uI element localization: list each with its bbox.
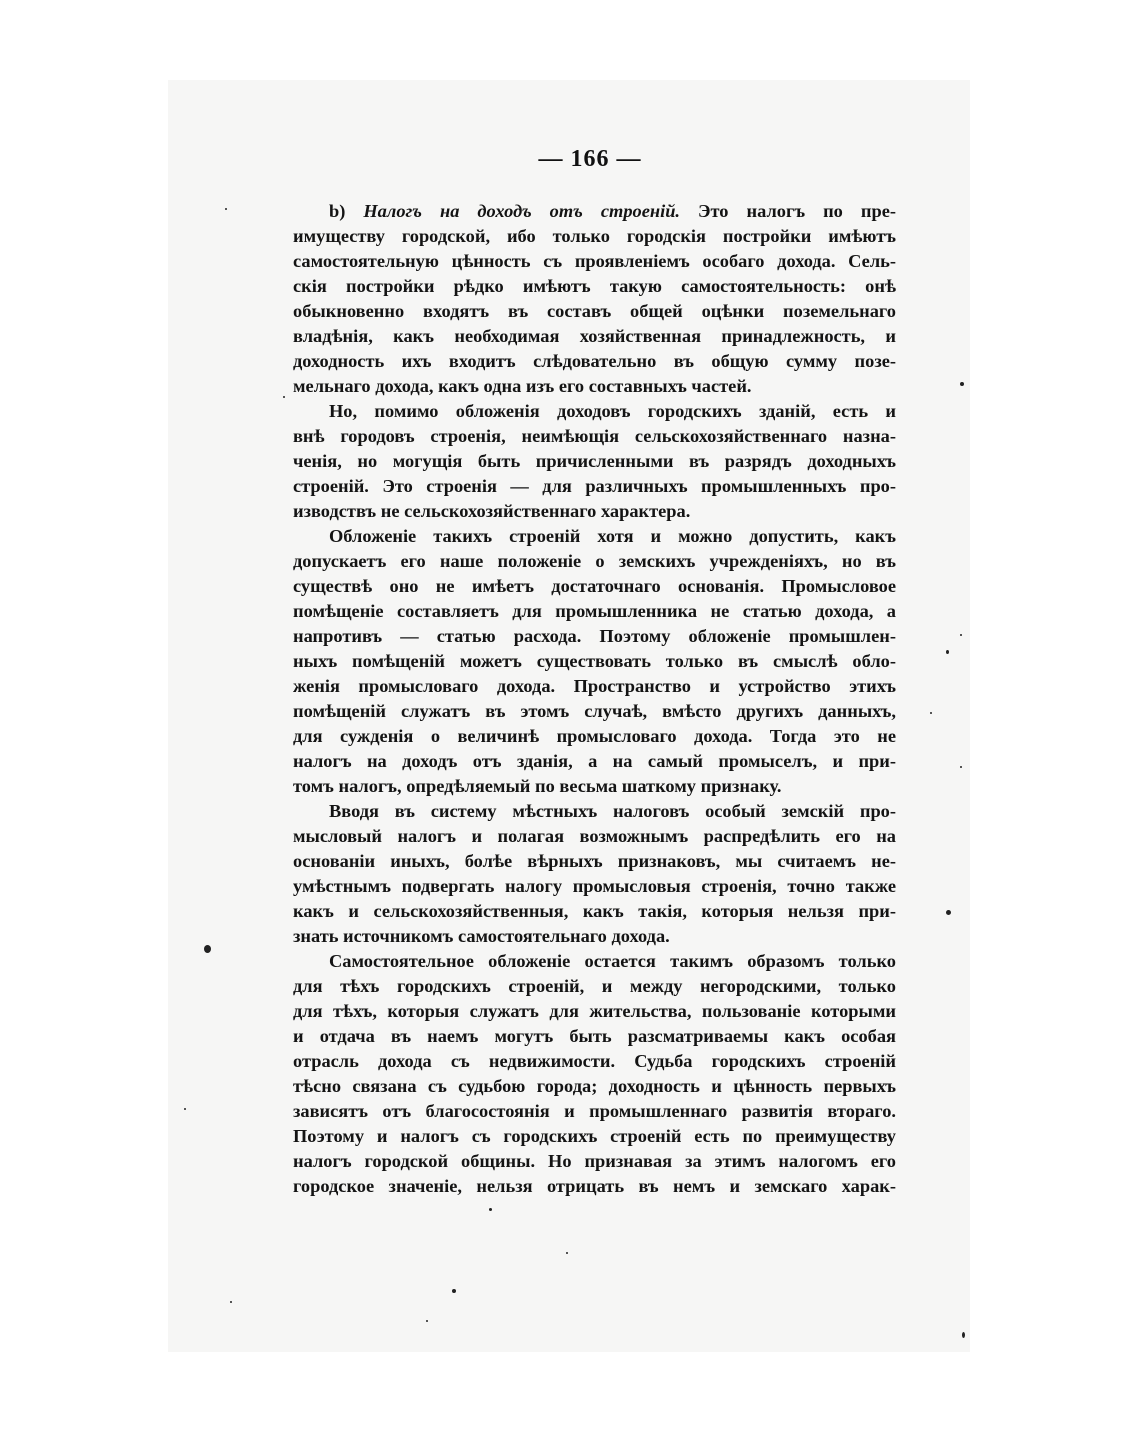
text-line: какъ и сельскохозяйственныя, какъ такія, которыя нельзя при- — [293, 901, 896, 921]
text-line: налогъ городской общины. Но признавая за этимъ налогомъ его — [293, 1151, 896, 1171]
scan-speck — [184, 1108, 186, 1110]
text-line: Но, помимо обложенія доходовъ городскихъ зданій, есть и — [329, 401, 896, 421]
heading-line-rest: Это налогъ по пре- — [680, 201, 896, 221]
text-line: мысловый налогъ и полагая возможнымъ распредѣлить его на — [293, 826, 896, 846]
text-line: напротивъ — статью расхода. Поэтому обложеніе промышлен- — [293, 626, 896, 646]
paragraph-3 — [293, 524, 896, 799]
text-line: изводствъ не сельскохозяйственнаго характера. — [293, 501, 691, 521]
text-line: для тѣхъ городскихъ строеній, и между негородскими, только — [293, 976, 896, 996]
text-line: Обложеніе такихъ строеній хотя и можно допустить, какъ — [329, 526, 896, 546]
scan-speck — [960, 766, 962, 768]
scan-speck — [283, 396, 285, 398]
text-line: обыкновенно входятъ въ составъ общей оцѣнки поземельнаго — [293, 301, 896, 321]
scan-speck — [946, 650, 949, 654]
text-line: ныхъ помѣщеній можетъ существовать только въ смыслѣ обло- — [293, 651, 896, 671]
text-line: и отдача въ наемъ могутъ быть разсматриваемы какъ особая — [293, 1026, 896, 1046]
text-line: мельнаго дохода, какъ одна изъ его составныхъ частей. — [293, 376, 752, 396]
text-line: помѣщеніе составляетъ для промышленника не статью дохода, а — [293, 601, 896, 621]
paragraph-5 — [293, 949, 896, 1199]
text-line: тѣсно связана съ судьбою города; доходность и цѣнность первыхъ — [293, 1076, 896, 1096]
text-line: допускаетъ его наше положеніе о земскихъ учрежденіяхъ, но въ — [293, 551, 896, 571]
scan-speck — [452, 1289, 456, 1293]
text-line: владѣнія, какъ необходимая хозяйственная принадлежность, и — [293, 326, 896, 346]
text-line — [293, 199, 896, 224]
text-line: для тѣхъ, которыя служатъ для жительства, пользованіе которыми — [293, 1001, 896, 1021]
scan-speck — [426, 1320, 428, 1322]
page-number: — 166 — — [538, 146, 642, 172]
text-line: имуществу городской, ибо только городскія постройки имѣютъ — [293, 226, 896, 246]
scan-speck — [225, 208, 227, 210]
text-line: зависятъ отъ благосостоянія и промышленнаго развитія втораго. — [293, 1101, 896, 1121]
scan-speck — [946, 910, 951, 915]
text-line: Поэтому и налогъ съ городскихъ строеній есть по преимуществу — [293, 1126, 896, 1146]
text-line: основаніи иныхъ, болѣе вѣрныхъ признаковъ, мы считаемъ не- — [293, 851, 896, 871]
scan-speck — [566, 1252, 568, 1254]
text-line: строеній. Это строенія — для различныхъ промышленныхъ про- — [293, 476, 896, 496]
text-line: помѣщеній служатъ въ этомъ случаѣ, вмѣсто другихъ данныхъ, — [293, 701, 896, 721]
text-line: внѣ городовъ строенія, неимѣющія сельскохозяйственнаго назна- — [293, 426, 896, 446]
scan-speck — [930, 712, 932, 714]
text-line: женія промысловаго дохода. Пространство и устройство этихъ — [293, 676, 896, 696]
paragraph-1 — [293, 199, 896, 399]
text-line: самостоятельную цѣнность съ проявленіемъ особаго дохода. Сель- — [293, 251, 896, 271]
scan-speck — [960, 634, 962, 636]
text-line: налогъ на доходъ отъ зданія, а на самый промыселъ, и при- — [293, 751, 896, 771]
section-letter: b) — [329, 201, 364, 221]
paragraph-4 — [293, 799, 896, 949]
text-line: томъ налогъ, опредѣляемый по весьма шаткому признаку. — [293, 776, 782, 796]
paragraph-2 — [293, 399, 896, 524]
text-line: городское значеніе, нельзя отрицать въ немъ и земскаго харак- — [293, 1176, 896, 1196]
body-text — [293, 199, 896, 1199]
text-line: ченія, но могущія быть причисленными въ разрядъ доходныхъ — [293, 451, 896, 471]
text-line: отрасль дохода съ недвижимости. Судьба городскихъ строеній — [293, 1051, 896, 1071]
scan-speck — [230, 1301, 232, 1303]
scan-speck — [962, 1332, 965, 1338]
text-line: знать источникомъ самостоятельнаго дохода. — [293, 926, 670, 946]
text-line: существѣ оно не имѣетъ достаточнаго основанія. Промысловое — [293, 576, 896, 596]
section-heading: Налогъ на доходъ отъ строеній. — [363, 201, 681, 221]
text-line: для сужденія о величинѣ промысловаго дохода. Тогда это не — [293, 726, 896, 746]
scan-speck — [204, 945, 211, 953]
text-line: Самостоятельное обложеніе остается такимъ образомъ только — [329, 951, 896, 971]
scan-speck — [960, 382, 964, 386]
text-line: умѣстнымъ подвергать налогу промысловыя строенія, точно также — [293, 876, 896, 896]
text-line: Вводя въ систему мѣстныхъ налоговъ особый земскій про- — [329, 801, 896, 821]
text-line: доходность ихъ входитъ слѣдовательно въ общую сумму позе- — [293, 351, 896, 371]
text-line: скія постройки рѣдко имѣютъ такую самостоятельность: онѣ — [293, 276, 896, 296]
scan-speck — [489, 1208, 492, 1211]
